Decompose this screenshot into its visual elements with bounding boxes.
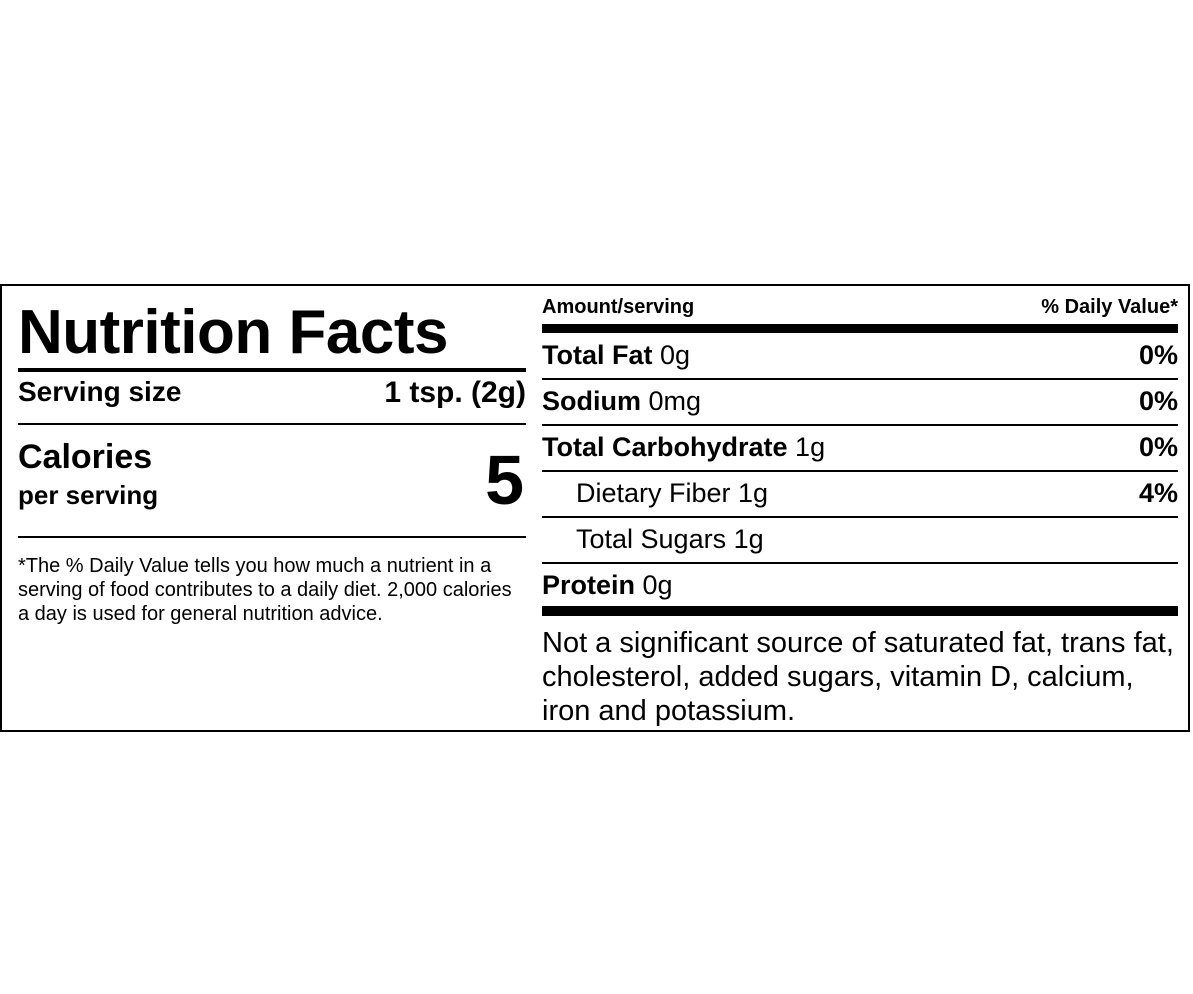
calories-label: Calories: [18, 438, 153, 476]
label-title: Nutrition Facts: [18, 298, 448, 367]
divider: [18, 423, 526, 425]
thick-divider: [542, 324, 1178, 333]
nutrient-name: Protein 0g: [542, 570, 673, 600]
nutrient-name: Dietary Fiber 1g: [576, 478, 769, 508]
nutrient-row: [542, 380, 1178, 426]
thick-divider: [542, 606, 1178, 616]
calories-per-serving: per serving: [18, 480, 159, 510]
nutrient-dv: 4%: [1138, 478, 1178, 508]
daily-value-header: % Daily Value*: [1041, 296, 1178, 318]
calories-value: 5: [485, 441, 524, 519]
divider: [18, 536, 526, 538]
serving-size-label: Serving size: [18, 376, 182, 407]
nutrient-name: Total Carbohydrate 1g: [542, 432, 826, 462]
nutrient-row: [542, 334, 1178, 380]
nutrient-dv: 0%: [1138, 386, 1178, 416]
serving-size-row: [18, 372, 526, 412]
nutrient-dv: 0%: [1138, 432, 1178, 462]
nutrient-name: Sodium 0mg: [542, 386, 702, 416]
nutrient-name: Total Sugars 1g: [576, 524, 764, 554]
daily-value-footnote: *The % Daily Value tells you how much a nutrient in a serving of food contributes to a daily diet. 2,000 calories a day is used for general nutrition advice.: [18, 555, 512, 625]
label-left-panel: [18, 286, 526, 730]
nutrient-row: [542, 472, 1178, 518]
amount-per-serving-header: Amount/serving: [542, 296, 695, 318]
label-right-panel: [542, 286, 1178, 730]
serving-size-value: 1 tsp. (2g): [384, 376, 526, 409]
not-significant-note: Not a significant source of saturated fat, trans fat, cholesterol, added sugars, vitamin D, calcium, iron and potassium.: [542, 627, 1174, 727]
nutrient-row: [542, 518, 1178, 564]
nutrient-name: Total Fat 0g: [542, 340, 691, 370]
nutrient-row: [542, 426, 1178, 472]
nutrient-row: [542, 564, 1178, 610]
nutrient-dv: 0%: [1138, 340, 1178, 370]
nutrition-label: [0, 284, 1190, 732]
